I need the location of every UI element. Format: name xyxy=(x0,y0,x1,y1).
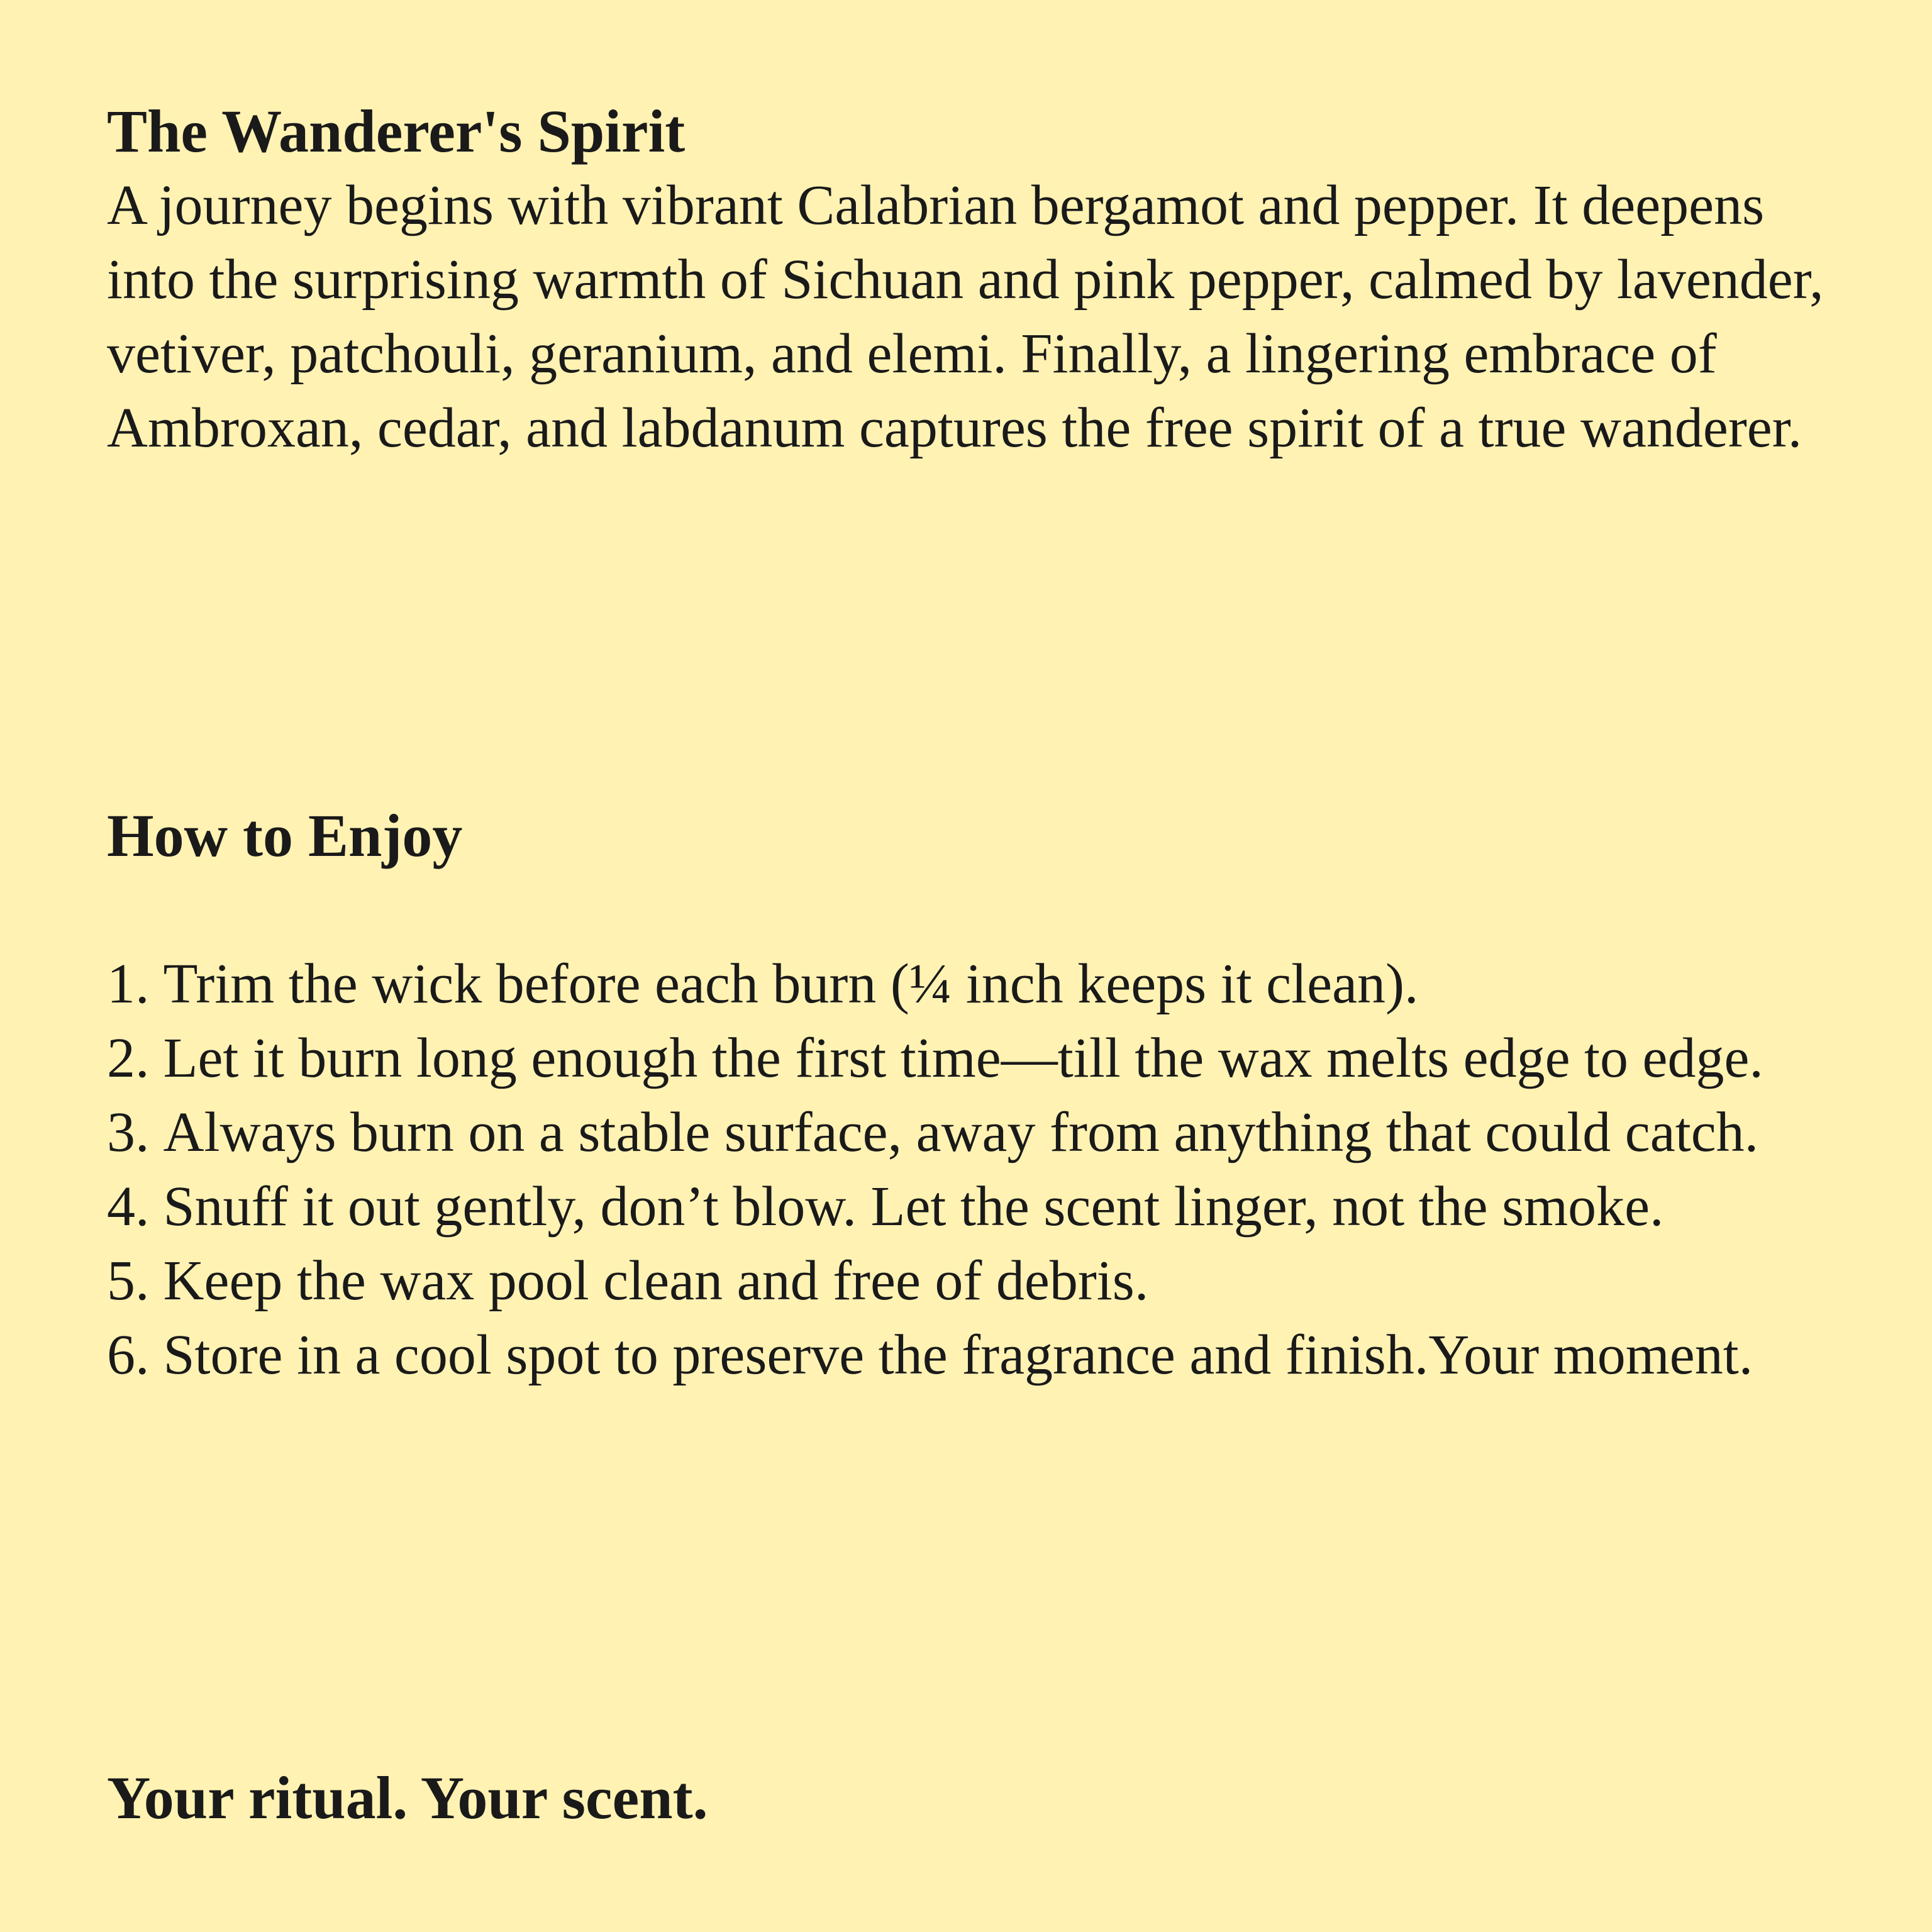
closing-section xyxy=(107,1761,1843,1835)
step-number: 5. xyxy=(107,1250,150,1312)
list-item xyxy=(107,1096,1843,1170)
step-text: Let it burn long enough the first time—till the wax melts edge to edge. xyxy=(163,1027,1763,1089)
step-number: 4. xyxy=(107,1175,150,1238)
list-item xyxy=(107,947,1843,1021)
how-to-enjoy-heading: How to Enjoy xyxy=(107,802,463,869)
how-to-enjoy-section xyxy=(107,799,1843,1392)
step-text: Always burn on a stable surface, away from anything that could catch. xyxy=(163,1101,1759,1163)
step-number: 2. xyxy=(107,1027,150,1089)
step-number: 1. xyxy=(107,953,150,1015)
list-item xyxy=(107,1244,1843,1318)
step-text: Trim the wick before each burn (¼ inch keeps it clean). xyxy=(163,953,1419,1015)
list-item xyxy=(107,1318,1843,1392)
closing-tagline: Your ritual. Your scent. xyxy=(107,1764,708,1831)
list-item xyxy=(107,1170,1843,1244)
step-text: Store in a cool spot to preserve the fragrance and finish.Your moment. xyxy=(163,1324,1753,1386)
step-text: Snuff it out gently, don’t blow. Let the scent linger, not the smoke. xyxy=(163,1175,1664,1238)
instructions-list xyxy=(107,947,1843,1392)
step-number: 3. xyxy=(107,1101,150,1163)
product-description: A journey begins with vibrant Calabrian bergamot and pepper. It deepens into the surprising warmth of Sichuan and pink pepper, calmed by lavender, vetiver, patchouli, geranium, and elemi. Finally, a lingering embrace of Ambroxan, cedar, and labdanum captures the free spirit of a true wanderer. xyxy=(107,174,1824,459)
list-item xyxy=(107,1021,1843,1096)
product-description-section xyxy=(107,94,1843,465)
product-title: The Wanderer's Spirit xyxy=(107,97,686,165)
step-number: 6. xyxy=(107,1324,150,1386)
step-text: Keep the wax pool clean and free of debris. xyxy=(163,1250,1149,1312)
